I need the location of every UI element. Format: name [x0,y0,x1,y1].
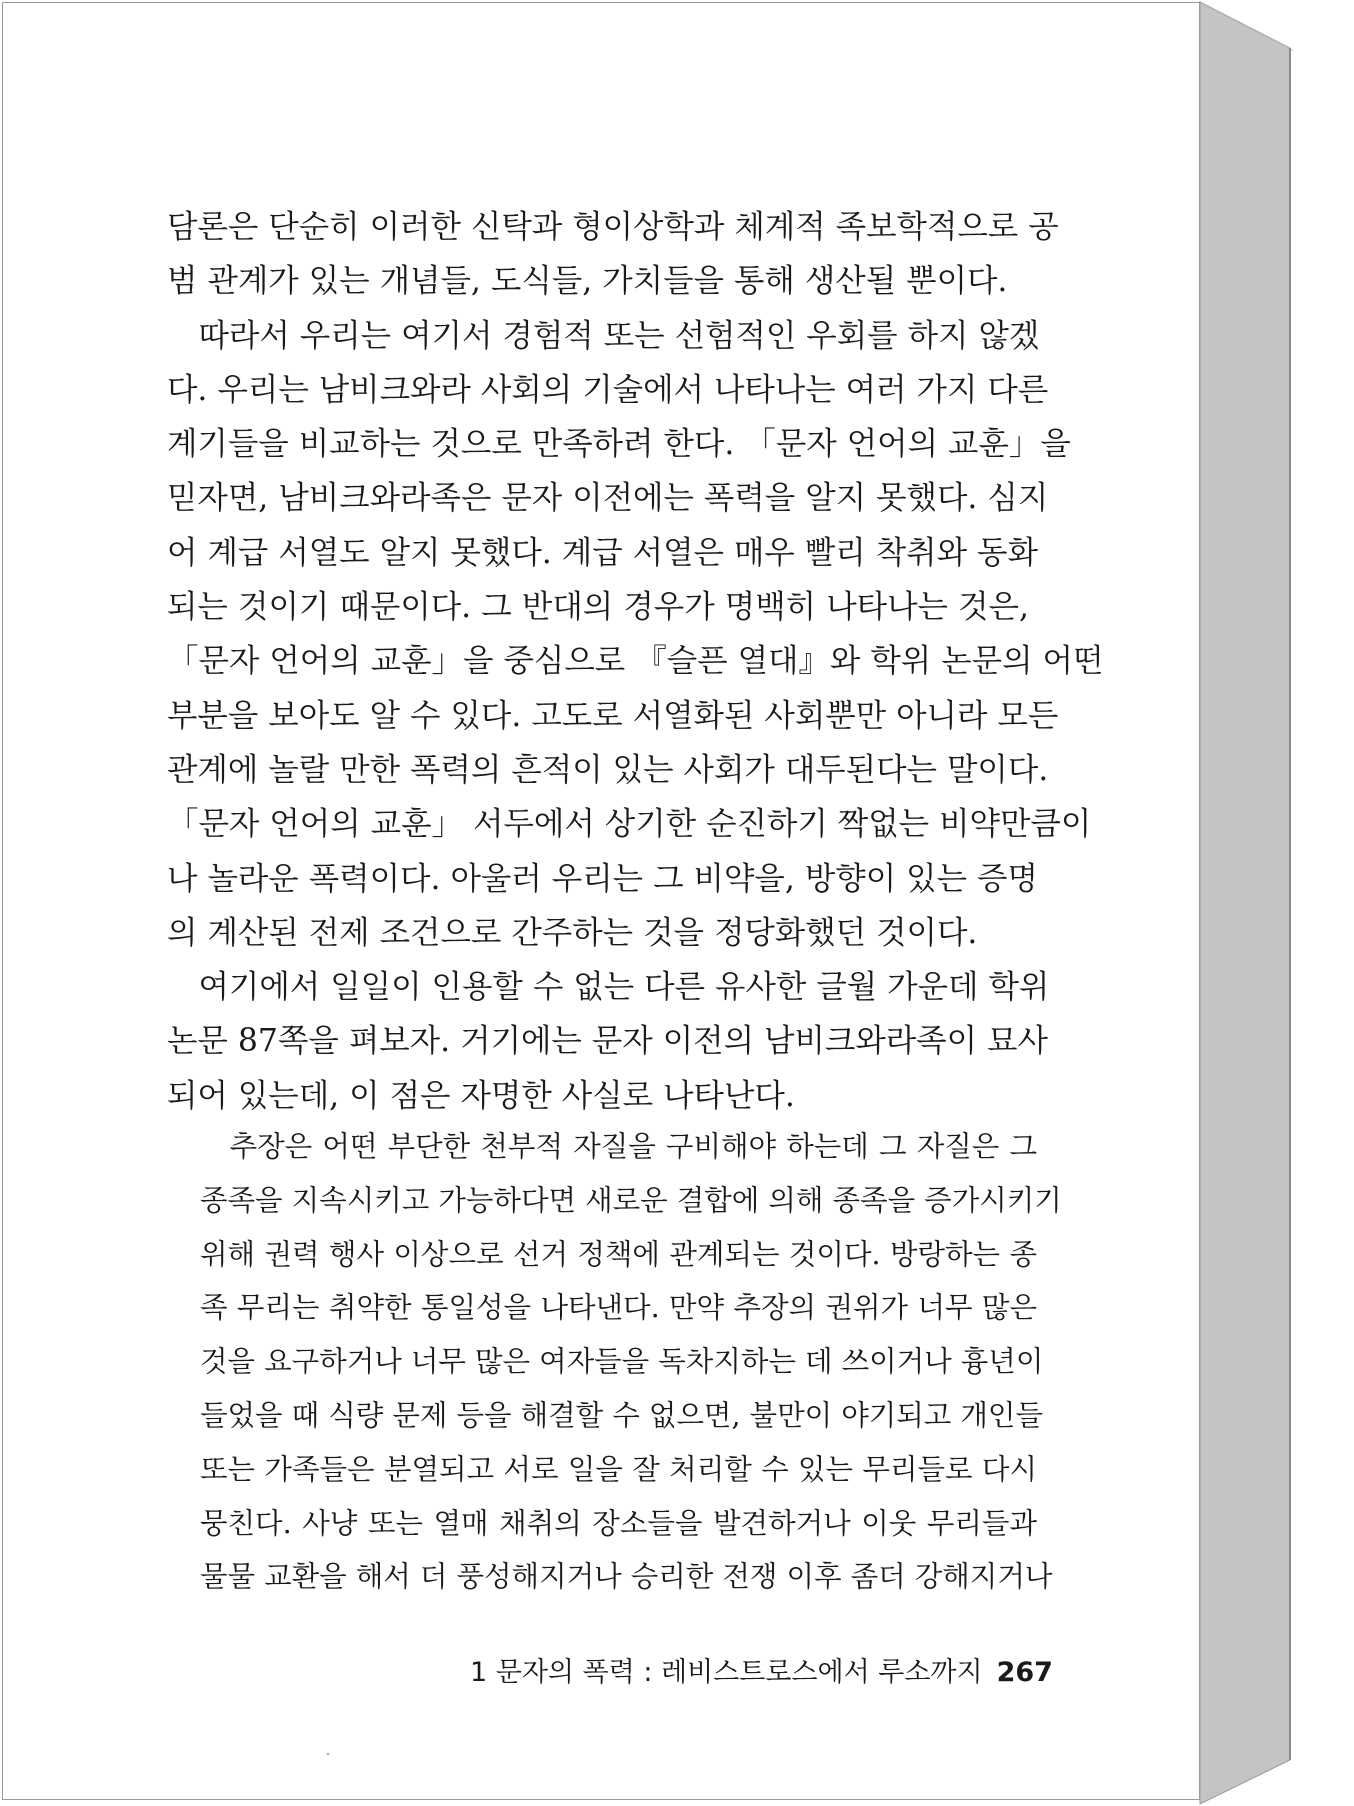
scan-speck [327,1753,329,1755]
page-number: 267 [996,1657,1053,1688]
body-line: 관계에 놀랄 만한 폭력의 흔적이 있는 사회가 대두된다는 말이다. [167,751,1049,788]
body-line: 되어 있는데, 이 점은 자명한 사실로 나타난다. [167,1077,795,1114]
body-line: 부분을 보아도 알 수 있다. 고도로 서열화된 사회뿐만 아니라 모든 [167,697,1059,734]
running-head: 1 문자의 폭력 : 레비스트로스에서 루소까지 [470,1657,983,1688]
body-line: 여기에서 일일이 인용할 수 없는 다른 유사한 글월 가운데 학위 [167,969,1050,1006]
body-line: 믿자면, 남비크와라족은 문자 이전에는 폭력을 알지 못했다. 심지 [167,480,1049,517]
body-line: 범 관계가 있는 개념들, 도식들, 가치들을 통해 생산될 뿐이다. [167,263,1008,300]
quote-line: 추장은 어떤 부단한 천부적 자질을 구비해야 하는데 그 자질은 그 [200,1130,1037,1163]
body-line: 다. 우리는 남비크와라 사회의 기술에서 나타나는 여러 가지 다른 [167,371,1049,408]
body-line: 되는 것이기 때문이다. 그 반대의 경우가 명백히 나타나는 것은, [167,589,1029,626]
body-line: 담론은 단순히 이러한 신탁과 형이상학과 체계적 족보학적으로 공 [167,209,1059,245]
quote-line: 것을 요구하거나 너무 많은 여자들을 독차지하는 데 쓰이거나 흉년이 [200,1345,1044,1379]
quote-line: 위해 권력 행사 이상으로 선거 정책에 관계되는 것이다. 방랑하는 종 [200,1237,1037,1271]
quote-line: 종족을 지속시키고 가능하다면 새로운 결합에 의해 종족을 증가시키기 [200,1183,1062,1217]
body-text [167,200,1104,1123]
body-line: 「문자 언어의 교훈」을 중심으로 『슬픈 열대』와 학위 논문의 어떤 [167,643,1104,680]
body-line: 계기들을 비교하는 것으로 만족하려 한다. 「문자 언어의 교훈」을 [167,426,1071,463]
quote-line: 또는 가족들은 분열되고 서로 일을 잘 처리할 수 있는 무리들로 다시 [200,1452,1037,1486]
body-line: 어 계급 서열도 알지 못했다. 계급 서열은 매우 빨리 착취와 동화 [167,534,1038,571]
quote-line: 물물 교환을 해서 더 풍성해지거나 승리한 전쟁 이후 좀더 강해지거나 [200,1560,1053,1594]
quote-line: 들었을 때 식량 문제 등을 해결할 수 없으면, 불만이 야기되고 개인들 [200,1398,1043,1432]
block-quote [200,1120,1062,1604]
page-footer [470,1650,1053,1689]
body-line: 나 놀라운 폭력이다. 아울러 우리는 그 비약을, 방향이 있는 증명 [167,860,1038,897]
quote-line: 뭉친다. 사냥 또는 열매 채취의 장소들을 발견하거나 이웃 무리들과 [200,1506,1037,1540]
body-line: 의 계산된 전제 조건으로 간주하는 것을 정당화했던 것이다. [167,914,978,951]
body-line: 따라서 우리는 여기서 경험적 또는 선험적인 우회를 하지 않겠 [167,317,1040,354]
quote-line: 족 무리는 취약한 통일성을 나타낸다. 만약 추장의 권위가 너무 많은 [200,1291,1037,1325]
body-line: 「문자 언어의 교훈」 서두에서 상기한 순진하기 짝없는 비약만큼이 [167,806,1092,843]
body-line: 논문 87쪽을 펴보자. 거기에는 문자 이전의 남비크와라족이 묘사 [167,1023,1048,1060]
